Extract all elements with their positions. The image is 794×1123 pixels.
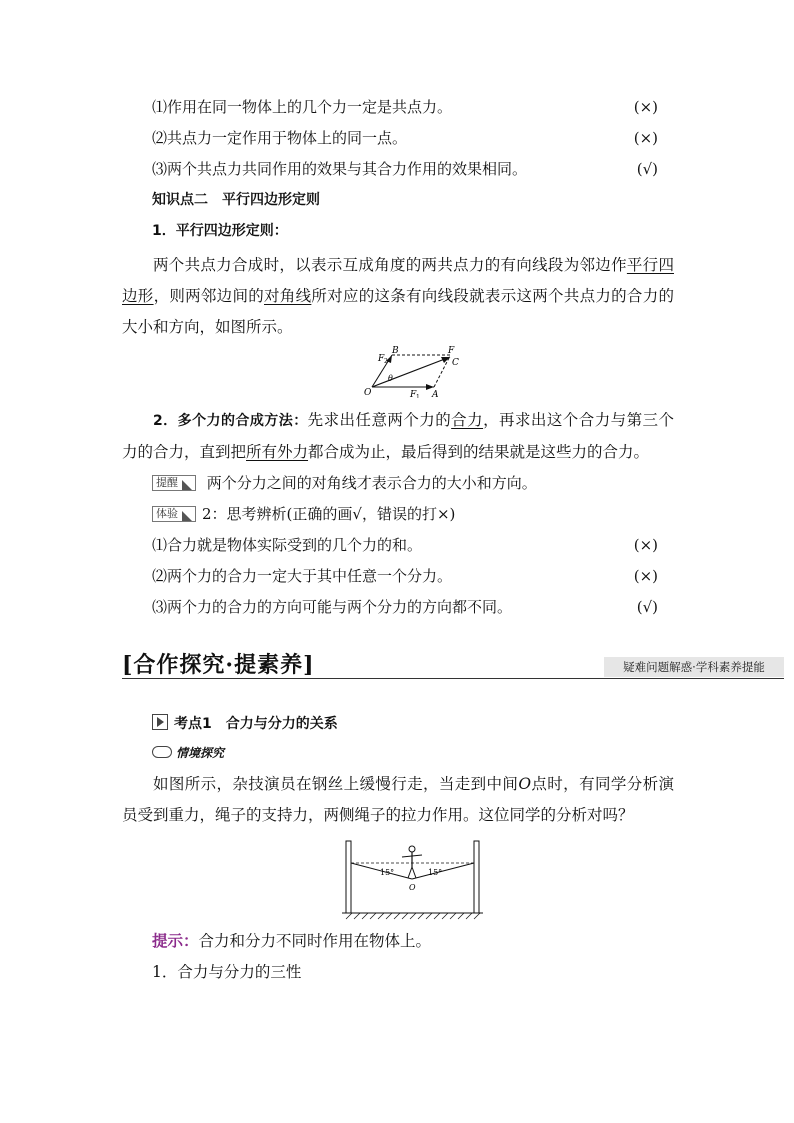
test-text: 2：思考辨析(正确的画√，错误的打×): [202, 505, 456, 523]
hint-label: 提示：: [152, 932, 199, 950]
rule-heading: 1．平行四边形定则：: [152, 223, 288, 239]
point-title-line: [152, 711, 658, 735]
fig-label-a: A: [432, 390, 439, 398]
judge-item-text: ⑵两个力的合力一定大于其中任意一个分力。: [152, 567, 453, 585]
section-rule: [122, 678, 784, 679]
test-tag: 体验: [152, 506, 196, 522]
sub-heading: 1．合力与分力的三性: [152, 963, 302, 981]
fig-label-f2: F: [378, 354, 385, 364]
situation-text-1: 如图所示，杂技演员在钢丝上缓慢行走，当走到中间: [153, 775, 519, 793]
point-o-figure-label: O: [409, 883, 416, 892]
fig-label-theta: θ: [388, 374, 393, 383]
method-text-1: 先求出任意两个力的: [307, 411, 452, 429]
tip-line: [152, 471, 658, 495]
situation-label: 情境探究: [176, 746, 225, 760]
judge-item-3: [152, 157, 658, 181]
angle-right-label: 15°: [428, 868, 443, 877]
point-o-label: O: [518, 775, 532, 793]
method-blank-2: 所有外力: [246, 443, 309, 461]
judge-item-5: [152, 564, 658, 588]
situation-paragraph: [122, 769, 674, 831]
judge-mark: (×): [633, 98, 658, 116]
judge-mark: (√): [636, 598, 658, 616]
fig-label-o: O: [364, 388, 372, 398]
rule-paragraph: [122, 250, 674, 343]
tightrope-figure: [340, 835, 485, 920]
judge-item-6: [152, 595, 658, 619]
method-blank-1: 合力: [451, 411, 484, 429]
judge-mark: (√): [636, 160, 658, 178]
hint-line: [152, 929, 658, 953]
handshake-icon: [152, 746, 172, 758]
judge-item-text: ⑴合力就是物体实际受到的几个力的和。: [152, 536, 423, 554]
rule-blank-2: 对角线: [264, 287, 312, 305]
judge-mark: (×): [633, 129, 658, 147]
tip-text: 两个分力之间的对角线才表示合力的大小和方向。: [206, 474, 537, 492]
situation-line: [152, 741, 658, 765]
fig-label-f1-sub: 1: [416, 394, 420, 398]
judge-item-1: [152, 95, 658, 119]
rule-text-2: ，则两邻边间的: [153, 287, 265, 305]
section-title: [合作探究·提素养]: [122, 652, 315, 678]
angle-left-label: 15°: [380, 868, 395, 877]
fig-label-f1: F: [410, 390, 417, 398]
rule-text-1: 两个共点力合成时，以表示互成角度的两共点力的有向线段为邻边作: [153, 256, 627, 274]
method-heading: 2．多个力的合成方法：: [153, 413, 308, 429]
tip-tag: 提醒: [152, 475, 196, 491]
judge-item-4: [152, 533, 658, 557]
judge-mark: (×): [633, 536, 658, 554]
parallelogram-figure: [362, 343, 472, 398]
rule-text-3: 所对应的这条有向线段就表示这两个共点力的合力的大小和方向，如图所示。: [122, 287, 674, 336]
fig-label-f: F: [448, 346, 455, 356]
judge-item-text: ⑶两个共点力共同作用的效果与其合力作用的效果相同。: [152, 160, 528, 178]
play-triangle-icon: [152, 714, 168, 730]
test-line: [152, 502, 658, 526]
judge-item-text: ⑴作用在同一物体上的几个力一定是共点力。: [152, 98, 453, 116]
method-paragraph: [122, 405, 674, 468]
rule-blank-1: 平行四边形: [122, 256, 674, 305]
method-text-3: 都合成为止，最后得到的结果就是这些力的合力。: [308, 443, 650, 461]
judge-item-text: ⑵共点力一定作用于物体上的同一点。: [152, 129, 408, 147]
point-title: 考点1 合力与分力的关系: [174, 716, 338, 732]
judge-item-text: ⑶两个力的合力的方向可能与两个分力的方向都不同。: [152, 598, 513, 616]
judge-mark: (×): [633, 567, 658, 585]
judge-item-2: [152, 126, 658, 150]
fig-label-b: B: [392, 346, 399, 356]
fig-label-c: C: [452, 358, 459, 368]
situation-text-2: 点时，有同学分析演员受到重力，绳子的支持力，两侧绳子的拉力作用。这位同学的分析对吗？: [122, 775, 674, 824]
hint-text: 合力和分力不同时作用在物体上。: [198, 932, 432, 950]
knowledge-point-title: 知识点二 平行四边形定则: [152, 192, 320, 208]
section-subtitle-box: 疑难问题解惑·学科素养提能: [604, 657, 784, 677]
fig-label-f2-sub: 2: [384, 358, 388, 365]
method-text-2: ，再求出这个合力与第三个力的合力，直到把: [122, 411, 674, 461]
